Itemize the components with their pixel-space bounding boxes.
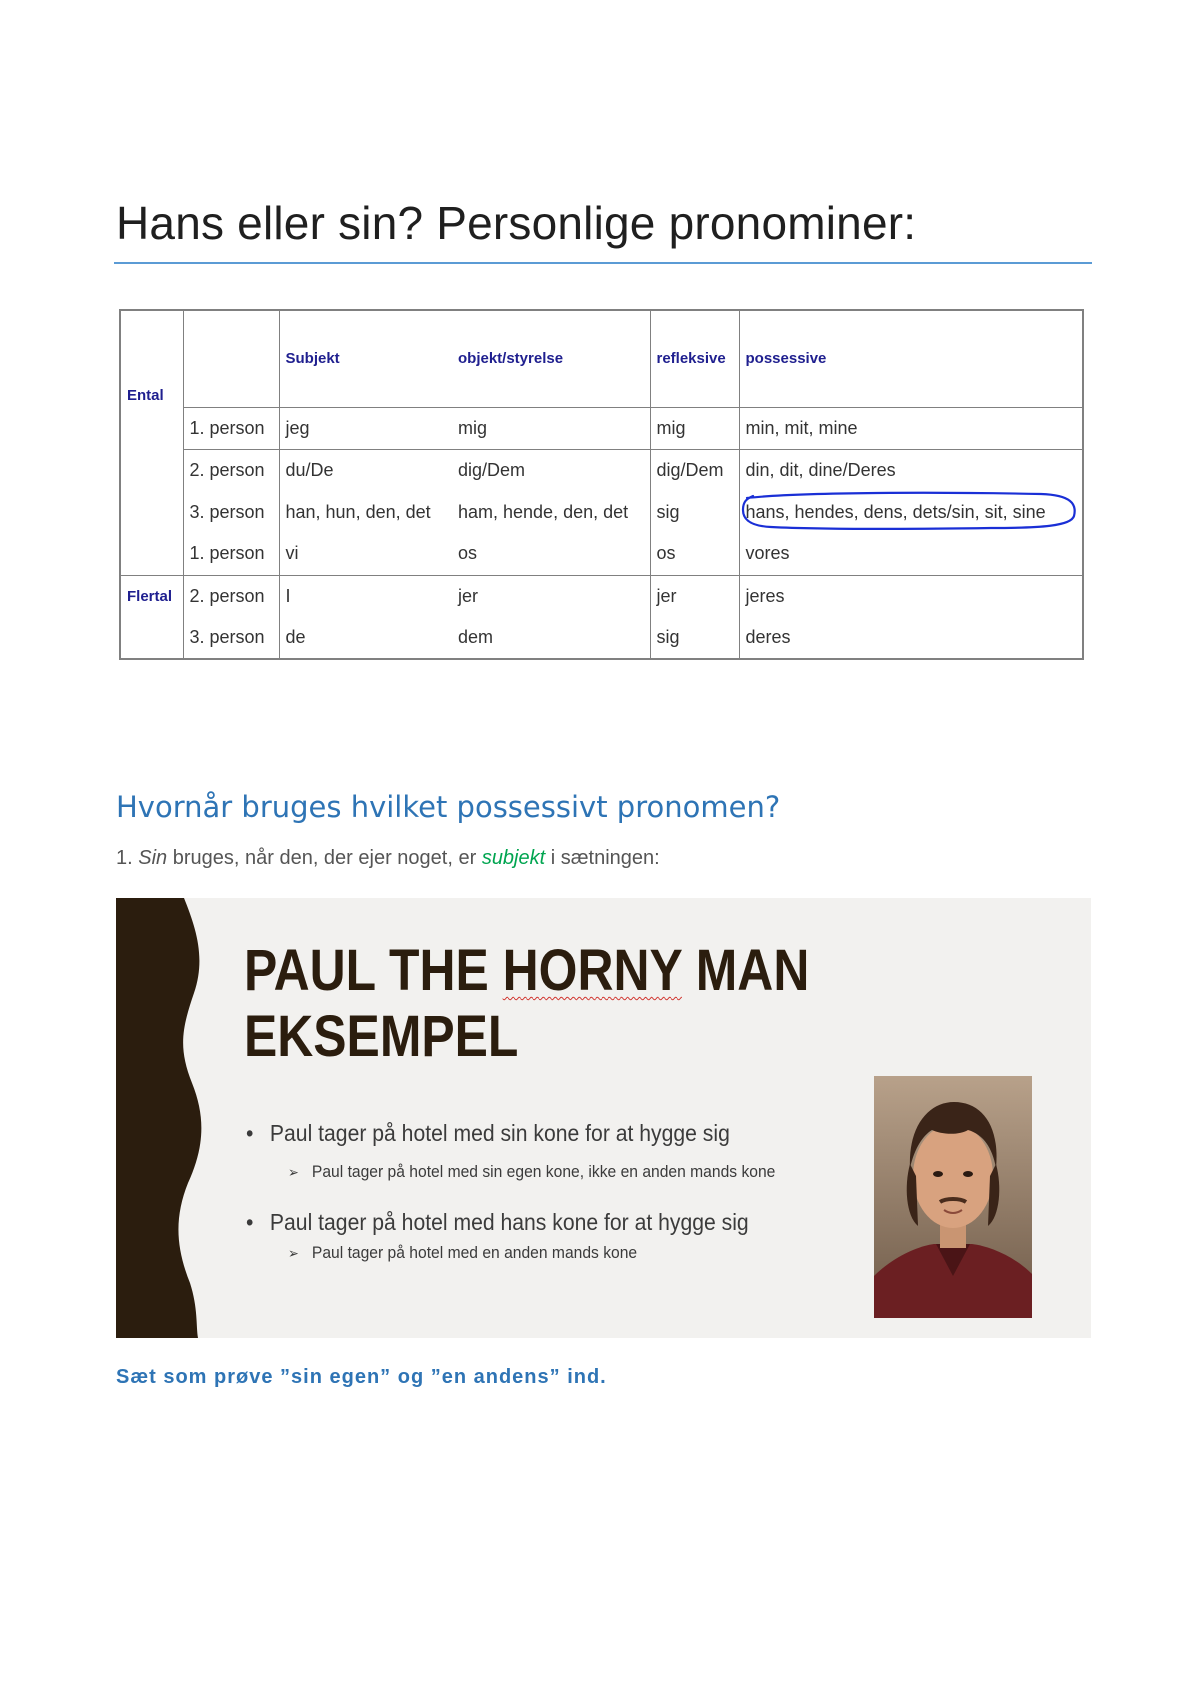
table-row — [120, 575, 1083, 617]
slide-title-spellcheck-word: HORNY — [502, 938, 682, 1003]
rule-paragraph — [116, 847, 660, 870]
table-row — [120, 407, 1083, 449]
table-cell — [120, 533, 183, 575]
pronoun-table — [119, 309, 1084, 660]
table-cell: de — [279, 617, 452, 659]
table-row — [120, 449, 1083, 491]
table-cell: 3. person — [183, 617, 279, 659]
header-cell — [183, 310, 279, 407]
table-cell: 2. person — [183, 575, 279, 617]
group-label-ental: Ental — [127, 387, 164, 404]
table-cell-highlighted: hans, hendes, dens, dets/sin, sit, sine — [739, 491, 1083, 533]
group-label-flertal: Flertal — [127, 587, 173, 605]
table-cell: deres — [739, 617, 1083, 659]
table-cell: 1. person — [183, 533, 279, 575]
slide-sub-bullet — [288, 1243, 637, 1263]
table-cell: min, mit, mine — [739, 407, 1083, 449]
table-cell: mig — [650, 407, 739, 449]
table-cell — [120, 617, 183, 659]
bullet-icon: • — [246, 1209, 254, 1235]
table-cell: dig/Dem — [452, 449, 650, 491]
rule-number: 1. — [116, 847, 133, 869]
slide-bullet — [246, 1120, 730, 1147]
table-cell: jer — [650, 575, 739, 617]
arrow-bullet-icon: ➢ — [288, 1245, 299, 1261]
table-cell: sig — [650, 491, 739, 533]
table-cell: du/De — [279, 449, 452, 491]
table-cell: os — [650, 533, 739, 575]
table-cell: dig/Dem — [650, 449, 739, 491]
slide-sub-bullet-text: Paul tager på hotel med sin egen kone, ikke en anden mands kone — [311, 1162, 776, 1181]
table-row — [120, 491, 1083, 533]
table-cell: sig — [650, 617, 739, 659]
rule-word-subjekt: subjekt — [481, 847, 546, 869]
bullet-icon: • — [246, 1120, 254, 1146]
header-objekt: objekt/styrelse — [458, 350, 564, 368]
title-underline — [114, 262, 1092, 264]
header-subjekt: Subjekt — [279, 310, 452, 407]
table-cell — [120, 449, 183, 491]
table-cell: vores — [739, 533, 1083, 575]
rule-text-1: bruges, når den, der ejer noget, er — [172, 847, 477, 869]
slide-title-line-1 — [244, 938, 809, 1004]
table-cell: din, dit, dine/Deres — [739, 449, 1083, 491]
table-cell — [120, 491, 183, 533]
table-cell: jeres — [739, 575, 1083, 617]
slide-title-part: PAUL THE — [244, 938, 503, 1003]
table-cell: han, hun, den, det — [279, 491, 452, 533]
slide-title-line-2: EKSEMPEL — [244, 1004, 519, 1069]
header-possessive: possessive — [739, 310, 1083, 407]
header-refleksive: refleksive — [650, 310, 739, 407]
hint-note: Sæt som prøve ”sin egen” og ”en andens” ind. — [116, 1366, 607, 1388]
table-cell: I — [279, 575, 452, 617]
portrait-photo — [874, 1076, 1032, 1318]
slide-sub-bullet-text: Paul tager på hotel med en anden mands kone — [311, 1243, 638, 1262]
rule-text-2: i sætningen: — [550, 847, 660, 869]
table-cell: 1. person — [183, 407, 279, 449]
slide-sub-bullet — [288, 1162, 775, 1182]
table-cell: jer — [452, 575, 650, 617]
page-title: Hans eller sin? Personlige pronominer: — [116, 197, 917, 249]
table-cell: mig — [452, 407, 650, 449]
slide-bullet-text: Paul tager på hotel med hans kone for at hygge sig — [269, 1209, 749, 1235]
section-heading: Hvornår bruges hvilket possessivt pronomen? — [116, 790, 781, 824]
slide-bullet — [246, 1209, 749, 1236]
table-cell: 2. person — [183, 449, 279, 491]
table-row — [120, 533, 1083, 575]
slide-wave-decoration — [116, 898, 206, 1338]
table-row — [120, 617, 1083, 659]
slide-title — [244, 938, 809, 1070]
slide-title-part: MAN — [681, 938, 810, 1003]
table-cell: ham, hende, den, det — [458, 501, 629, 522]
group-label-cell — [120, 575, 183, 617]
example-slide — [116, 898, 1091, 1338]
slide-bullet-text: Paul tager på hotel med sin kone for at hygge sig — [269, 1120, 730, 1146]
group-label-cell — [120, 387, 183, 449]
table-cell: jeg — [279, 407, 452, 449]
rule-word-sin: Sin — [138, 847, 168, 869]
table-cell: vi — [279, 533, 452, 575]
table-cell: dem — [458, 627, 494, 647]
table-header-row — [120, 310, 1083, 407]
arrow-bullet-icon: ➢ — [288, 1164, 299, 1180]
table-cell: 3. person — [183, 491, 279, 533]
table-cell: os — [458, 543, 478, 564]
